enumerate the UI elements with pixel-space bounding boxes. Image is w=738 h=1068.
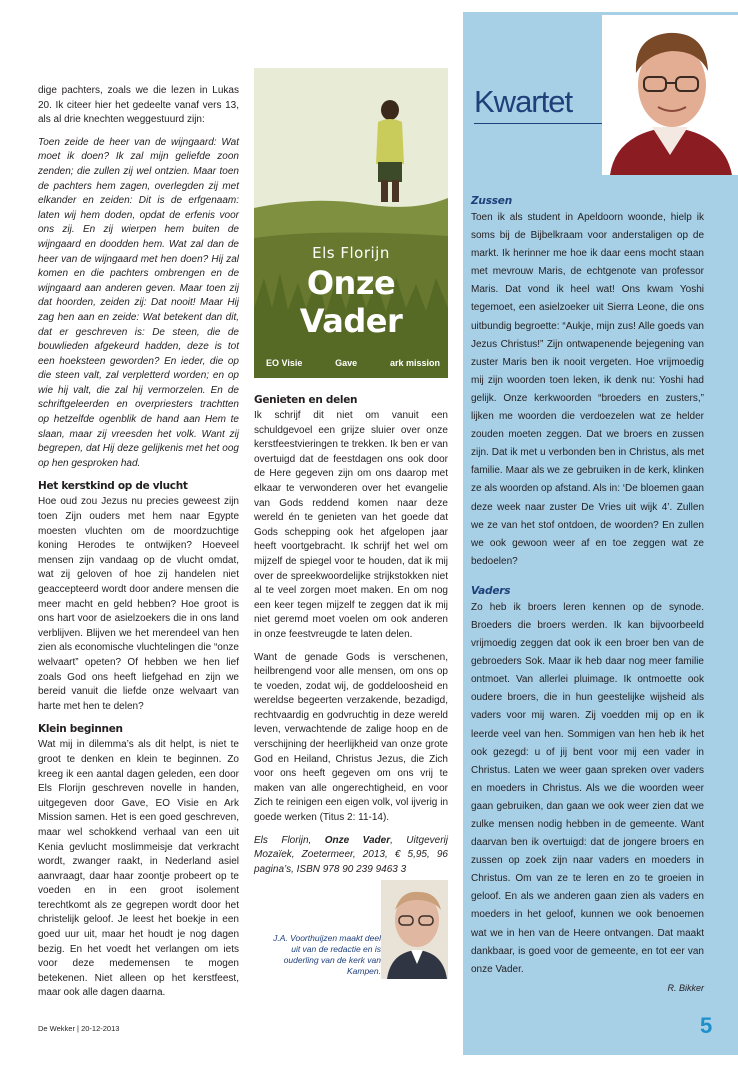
intro-paragraph: dige pachters, zoals we die lezen in Lukas 20. Ik citeer hier het gedeelte vanaf vers 13, als al drie knechten weggestuurd zijn:: [38, 85, 239, 126]
heading-genieten: Genieten en delen: [254, 394, 358, 406]
cover-title: Onze Vader: [299, 264, 403, 340]
article-column-1: [38, 84, 239, 1009]
footer-publication: De Wekker | 20-12-2013: [38, 1024, 120, 1033]
cover-publishers: [266, 358, 440, 368]
publisher-eo-visie: EO Visie: [266, 358, 303, 368]
book-info-author: Els Florijn,: [254, 834, 325, 846]
paragraph-titus: Want de genade Gods is verschenen, heilbrengend voor alle mensen, om ons op te voeden, zodat wij, de goddeloosheid en wereldse begeerten verzakende, bezadigd, rechtvaardig en godvruchtig in deze wereld leven, verwachtende de zalige hoop en de verschijning der heerlijkheid van onze grote God en Heiland, Christus Jezus, die Zich voor ons heeft gegeven om ons vrij te maken van alle ongerechtigheid, en voor Zich te reinigen een eigen volk, vol ijverig in goede werken (Titus 2: 11-14).: [254, 651, 448, 824]
heading-zussen: Zussen: [471, 195, 512, 207]
cover-author: Els Florijn: [312, 244, 390, 262]
publisher-gave: Gave: [335, 358, 358, 368]
paragraph-zussen: Toen ik als student in Apeldoorn woonde, hielp ik soms bij de Bijbelkraam voor anderstaligen op de markt. Ik herinner me hoe ik daar eens mocht staan met mevrouw Maris, de echtgenote van professor Maris. Dat vond ik heel wat! Ons kwam Yoshi tegemoet, een asielzoeker uit Sierra Leone, die ons uitbundig begroette: “Aukje, mijn zus! Alle goeds van Jezus Christus!” Zijn ontwapenende bejegening van zuster Maris ben ik nooit vergeten. Hoe vrijmoedig mij zijn woorden toen leken, ik denk nu: Yoshi had gelijk. Onze kerkwoorden “broeders en zusters,” lijken me woorden die verdoezelen wat ze helder zouden moeten zeggen. Dat we broers en zussen zijn. Dat ik met u verbonden ben in Christus, als met familie. Maar als we ze gebruiken in de kerk, klinken ze als woorden op afstand. Als in: ‘De bloemen gaan deze week naar zuster De Vries uit wijk 4’. Zullen we ze van het stof ontdoen, de woorden? En zullen we ook gewoon weer af en toe zeggen wat ze bedoelen?: [471, 212, 704, 567]
article-column-2: [254, 393, 448, 885]
author-photo-voorthuijzen: [381, 880, 448, 979]
paragraph-vaders: Zo heb ik broers leren kennen op de synode. Broeders die broers werden. Ik kan bijvoorbeeld vrijmoedig zeggen dat ook ik een broer ben van de gebroeders Sok. Maar ik heb daar nog meer familie ontmoet. Van allerlei pluimage. Ik ontmoette ook oudere broers, die in hun geestelijke wijsheid als vaders voor mij waren. Zij voedden mij op en ik leerde veel van hen. Sommigen van hen heb ik het ook gezegd: u of jij bent voor mij een vader in Christus. Laten we weer gaan spreken over vaders en moeders in Christus. Als we die woorden weer gaan gebruiken, dan gaan we ook weer zien dat we zulke mensen nodig hebben in de gemeente. Want daarvan ben ik overtuigd: dat de jongere broers en zussen op zoek zijn naar vaders en moeders in Christus. Om van ze te leren en zo te groeien in geloof. En als we anderen gaan zien als vaders en moeders in het geloof, kunnen we ook benoemen wat we in hen van de Heere ontvangen. Dat maakt dankbaar, is goed voor de gemeente, en tot eer van onze Vader.: [471, 601, 704, 975]
book-info: [254, 834, 448, 878]
page-number: 5: [700, 1013, 713, 1038]
paragraph-kerstkind: Hoe oud zou Jezus nu precies geweest zijn toen Zijn ouders met hem naar Egypte moesten vluchten om de moordzuchtige koning Herodes te ontwijken? Hoeveel mensen zijn vandaag op de vlucht omdat, wat zij geloven of hoe zij handelen niet geaccepteerd wordt door andere mensen die meer macht en geld hebben? Hoe groot is ons hart voor de asielzoekers die in ons land verblijven. Blijven we het merendeel van hen zien als economische vluchtelingen die “onze welvaart” opeten? Of hebben we hen lief zoals God ons heeft liefgehad en zijn we bereid vanuit die liefde onze welvaart van harte met hen te delen?: [38, 496, 239, 712]
paragraph-genieten: Ik schrijf dit niet om vanuit een schuldgevoel een grijze sluier over onze kerstfeestvieringen te trekken. Ik ben er van overtuigd dat de feestdagen ons ook door de Here gegeven zijn om ons daarop met elkaar te verwonderen over het evangelie van Gods reddend komen naar deze wereld én te genieten van het goede dat Gods schepping ook het afgelopen jaar heeft voortgebracht. Ik schrijf het wel om mijzelf de spiegel voor te houden, dat ik mij over de spreekwoordelijke strijkstokken niet al te veel zorgen moet maken. En om nog een keer tegen mijzelf te zeggen dat ik mij niet geremd moet voelen om ook anderen in onze feestvreugde te laten delen.: [254, 410, 448, 640]
heading-vaders: Vaders: [471, 584, 511, 597]
author-bio: J.A. Voorthuijzen maakt deel uit van de redactie en is ouderling van de kerk van Kampen.: [273, 933, 381, 976]
publisher-ark-mission: ark mission: [389, 358, 440, 368]
book-cover-image: [254, 68, 448, 378]
sidebar-title: Kwartet: [474, 84, 573, 119]
bible-quote: Toen zeide de heer van de wijngaard: Wat moet ik doen? Ik zal mijn geliefde zoon zenden; die zullen zij wel ontzien. Maar toen de pachters hem zagen, overlegden zij met elkander en zeiden: Dit is de erfgenaam: laten wij hem doden, opdat de erfenis voor ons zij. En zij wierpen hem buiten de wijngaard en doodden hem. Wat zal dan de heer van de wijngaard met hen doen? Hij zal komen en die pachters ombrengen en de wijngaard aan anderen geven. Maar toen zij dat hoorden, zeiden zij: Dat nooit! Maar Hij zag hen aan en zeide: Wat betekent dan dit, dat er geschreven is: De steen, die de bouwlieden afgekeurd hadden, deze is tot een hoeksteen geworden? En ieder, die op die steen valt, zal verpletterd worden; en op wie hij valt, die zal hij vermorzelen. En de schriftgeleerden en overpriesters trachtten op hetzelfde ogenblik de hand aan Hem te slaan, maar zij vreesden het volk. Want zij begrepen, dat Hij deze gelijkenis met het oog op hen gesproken had.: [38, 136, 239, 469]
author-photo-bikker: [602, 15, 738, 175]
author-portrait-illustration: [381, 880, 448, 979]
book-info-details: , Uitgeverij Mozaïek, Zoetermeer, 2013, € 5,95, 96 pagina’s, ISBN 978 90 239 9463 3: [254, 834, 448, 875]
heading-klein-beginnen: Klein beginnen: [38, 723, 123, 736]
title-rule: [474, 123, 623, 124]
book-info-title: Onze Vader: [324, 834, 391, 846]
sidebar-column: [471, 193, 704, 997]
paragraph-klein-beginnen: Wat mij in dilemma’s als dit helpt, is niet te groot te denken en klein te beginnen. Zo kreeg ik een aantal dagen geleden, een door Els Florijn geschreven novelle in handen, uitgegeven door Gave, EO Visie en Ark Mission samen. Het is een goed geschreven, maar wel schokkend verhaal van een uit Kenia gevlucht moslimmeisje dat verkracht wordt, zwanger raakt, in Nederland asiel aanvraagt, daar haar zoontje probeert op te voeden en in een groot isolement terechtkomt als ze gegrepen wordt door het christelijk geloof. Je leest het boekje in een goed uur uit, maar het houdt je nog dagen bezig. En het voedt het verlangen om iets voor deze medemensen te mogen betekenen. Niet alleen op het kerstfeest, maar ook alle dagen daarna.: [38, 739, 239, 999]
bikker-portrait-illustration: [602, 15, 738, 175]
heading-kerstkind: Het kerstkind op de vlucht: [38, 480, 188, 493]
signature: R. Bikker: [667, 982, 704, 993]
